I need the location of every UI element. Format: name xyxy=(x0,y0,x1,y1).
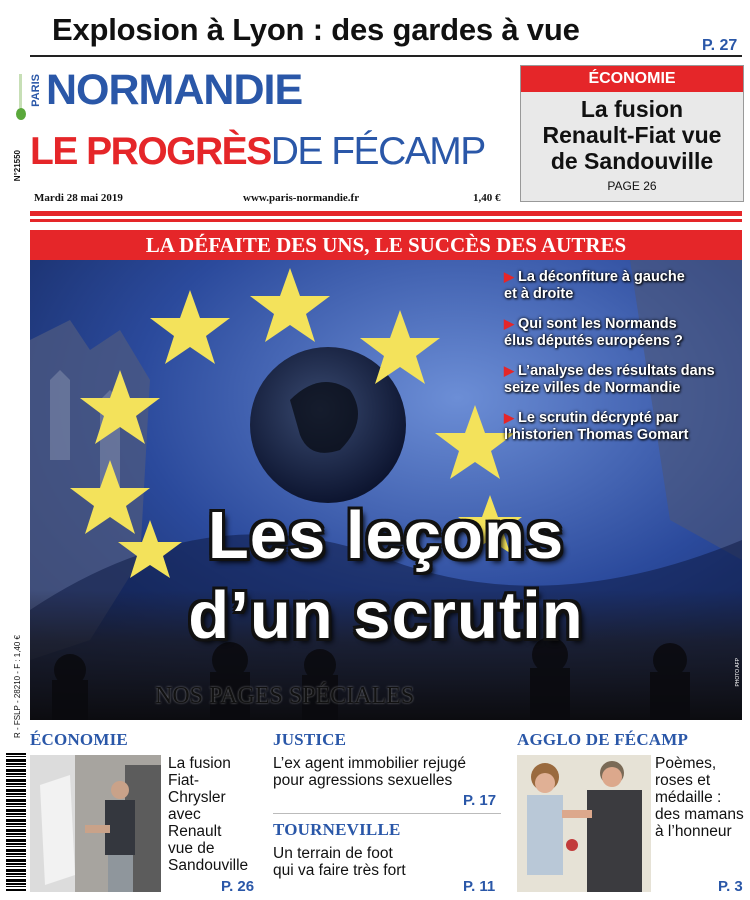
section-banner: LA DÉFAITE DES UNS, LE SUCCÈS DES AUTRES xyxy=(30,230,742,260)
economy-teaser-box[interactable] xyxy=(520,65,744,202)
hero-bullet[interactable]: ▶ Qui sont les Normands élus députés européens ? xyxy=(504,316,683,349)
agglo-heading[interactable]: AGGLO DE FÉCAMP xyxy=(517,730,689,749)
economy-teaser-text xyxy=(521,96,743,174)
economy-teaser-line: Renault-Fiat vue xyxy=(542,122,722,148)
tourneville-story[interactable]: Un terrain de foot qui va faire très fort xyxy=(273,845,406,879)
hero-bullet-list xyxy=(504,268,742,456)
play-arrow-icon: ▶ xyxy=(504,316,514,331)
eu-star xyxy=(250,268,330,342)
masthead-normandie[interactable]: NORMANDIE xyxy=(46,66,303,114)
eu-star xyxy=(150,290,230,364)
economie-heading[interactable]: ÉCONOMIE xyxy=(30,730,128,749)
top-teaser-headline[interactable]: Explosion à Lyon : des gardes à vue xyxy=(52,12,580,47)
economie-story[interactable]: La fusion Fiat- Chrysler avec Renault vue de Sandouville xyxy=(168,755,249,874)
masthead-divider-thin xyxy=(30,219,742,222)
main-headline[interactable] xyxy=(30,496,742,656)
play-arrow-icon: ▶ xyxy=(504,269,514,284)
justice-story[interactable]: L’ex agent immobilier rejugé pour agressions sexuelles xyxy=(273,755,466,789)
hero-bullet[interactable]: ▶ Le scrutin décrypté par l’historien Thomas Gomart xyxy=(504,410,689,443)
eu-star xyxy=(80,370,160,444)
website-link[interactable]: www.paris-normandie.fr xyxy=(243,192,360,204)
top-divider xyxy=(30,55,742,57)
leaf-logo-icon xyxy=(14,72,28,122)
justice-page[interactable]: P. 17 xyxy=(463,792,497,809)
issue-number: N°21550 xyxy=(13,150,22,182)
tourneville-heading[interactable]: TOURNEVILLE xyxy=(273,820,401,839)
tourneville-page[interactable]: P. 11 xyxy=(463,878,496,895)
special-pages-label: NOS PAGES SPÉCIALES xyxy=(155,683,415,709)
factory-photo xyxy=(30,755,161,892)
masthead-paris: PARIS xyxy=(30,74,42,107)
barcode-label: R - FSLP - 28210 - F : 1,40 € xyxy=(13,635,22,739)
agglo-page[interactable]: P. 3 xyxy=(718,878,743,895)
masthead-de-fecamp: DE FÉCAMP xyxy=(270,130,485,173)
top-teaser-page[interactable]: P. 27 xyxy=(702,37,738,54)
column-divider xyxy=(273,813,501,814)
photo-credit: PHOTO AFP xyxy=(735,658,741,687)
economie-page[interactable]: P. 26 xyxy=(221,878,255,895)
economy-teaser-label: ÉCONOMIE xyxy=(521,66,743,92)
hero-bullet[interactable]: ▶ L’analyse des résultats dans seize villes de Normandie xyxy=(504,363,715,396)
economy-teaser-line: de Sandouville xyxy=(550,148,714,174)
masthead-progres[interactable] xyxy=(30,130,485,174)
economy-teaser-line: La fusion xyxy=(580,96,684,122)
masthead-le-progres: LE PROGRÈS xyxy=(30,130,271,173)
justice-heading[interactable]: JUSTICE xyxy=(273,730,347,749)
barcode xyxy=(6,753,26,891)
play-arrow-icon: ▶ xyxy=(504,410,514,425)
issue-date: Mardi 28 mai 2019 xyxy=(34,192,123,204)
ceremony-photo xyxy=(517,755,651,892)
main-headline-line: Les leçons xyxy=(207,498,565,573)
economy-teaser-page: PAGE 26 xyxy=(607,179,657,193)
masthead-divider xyxy=(30,211,742,216)
agglo-story[interactable]: Poèmes, roses et médaille : des mamans à l’honneur xyxy=(655,755,744,840)
play-arrow-icon: ▶ xyxy=(504,363,514,378)
eu-star xyxy=(360,310,440,384)
main-headline-line: d’un scrutin xyxy=(188,578,584,653)
eu-star xyxy=(435,405,515,479)
issue-price: 1,40 € xyxy=(473,192,501,204)
hero-photo[interactable] xyxy=(30,260,742,720)
hero-bullet[interactable]: ▶ La déconfiture à gauche et à droite xyxy=(504,269,685,302)
